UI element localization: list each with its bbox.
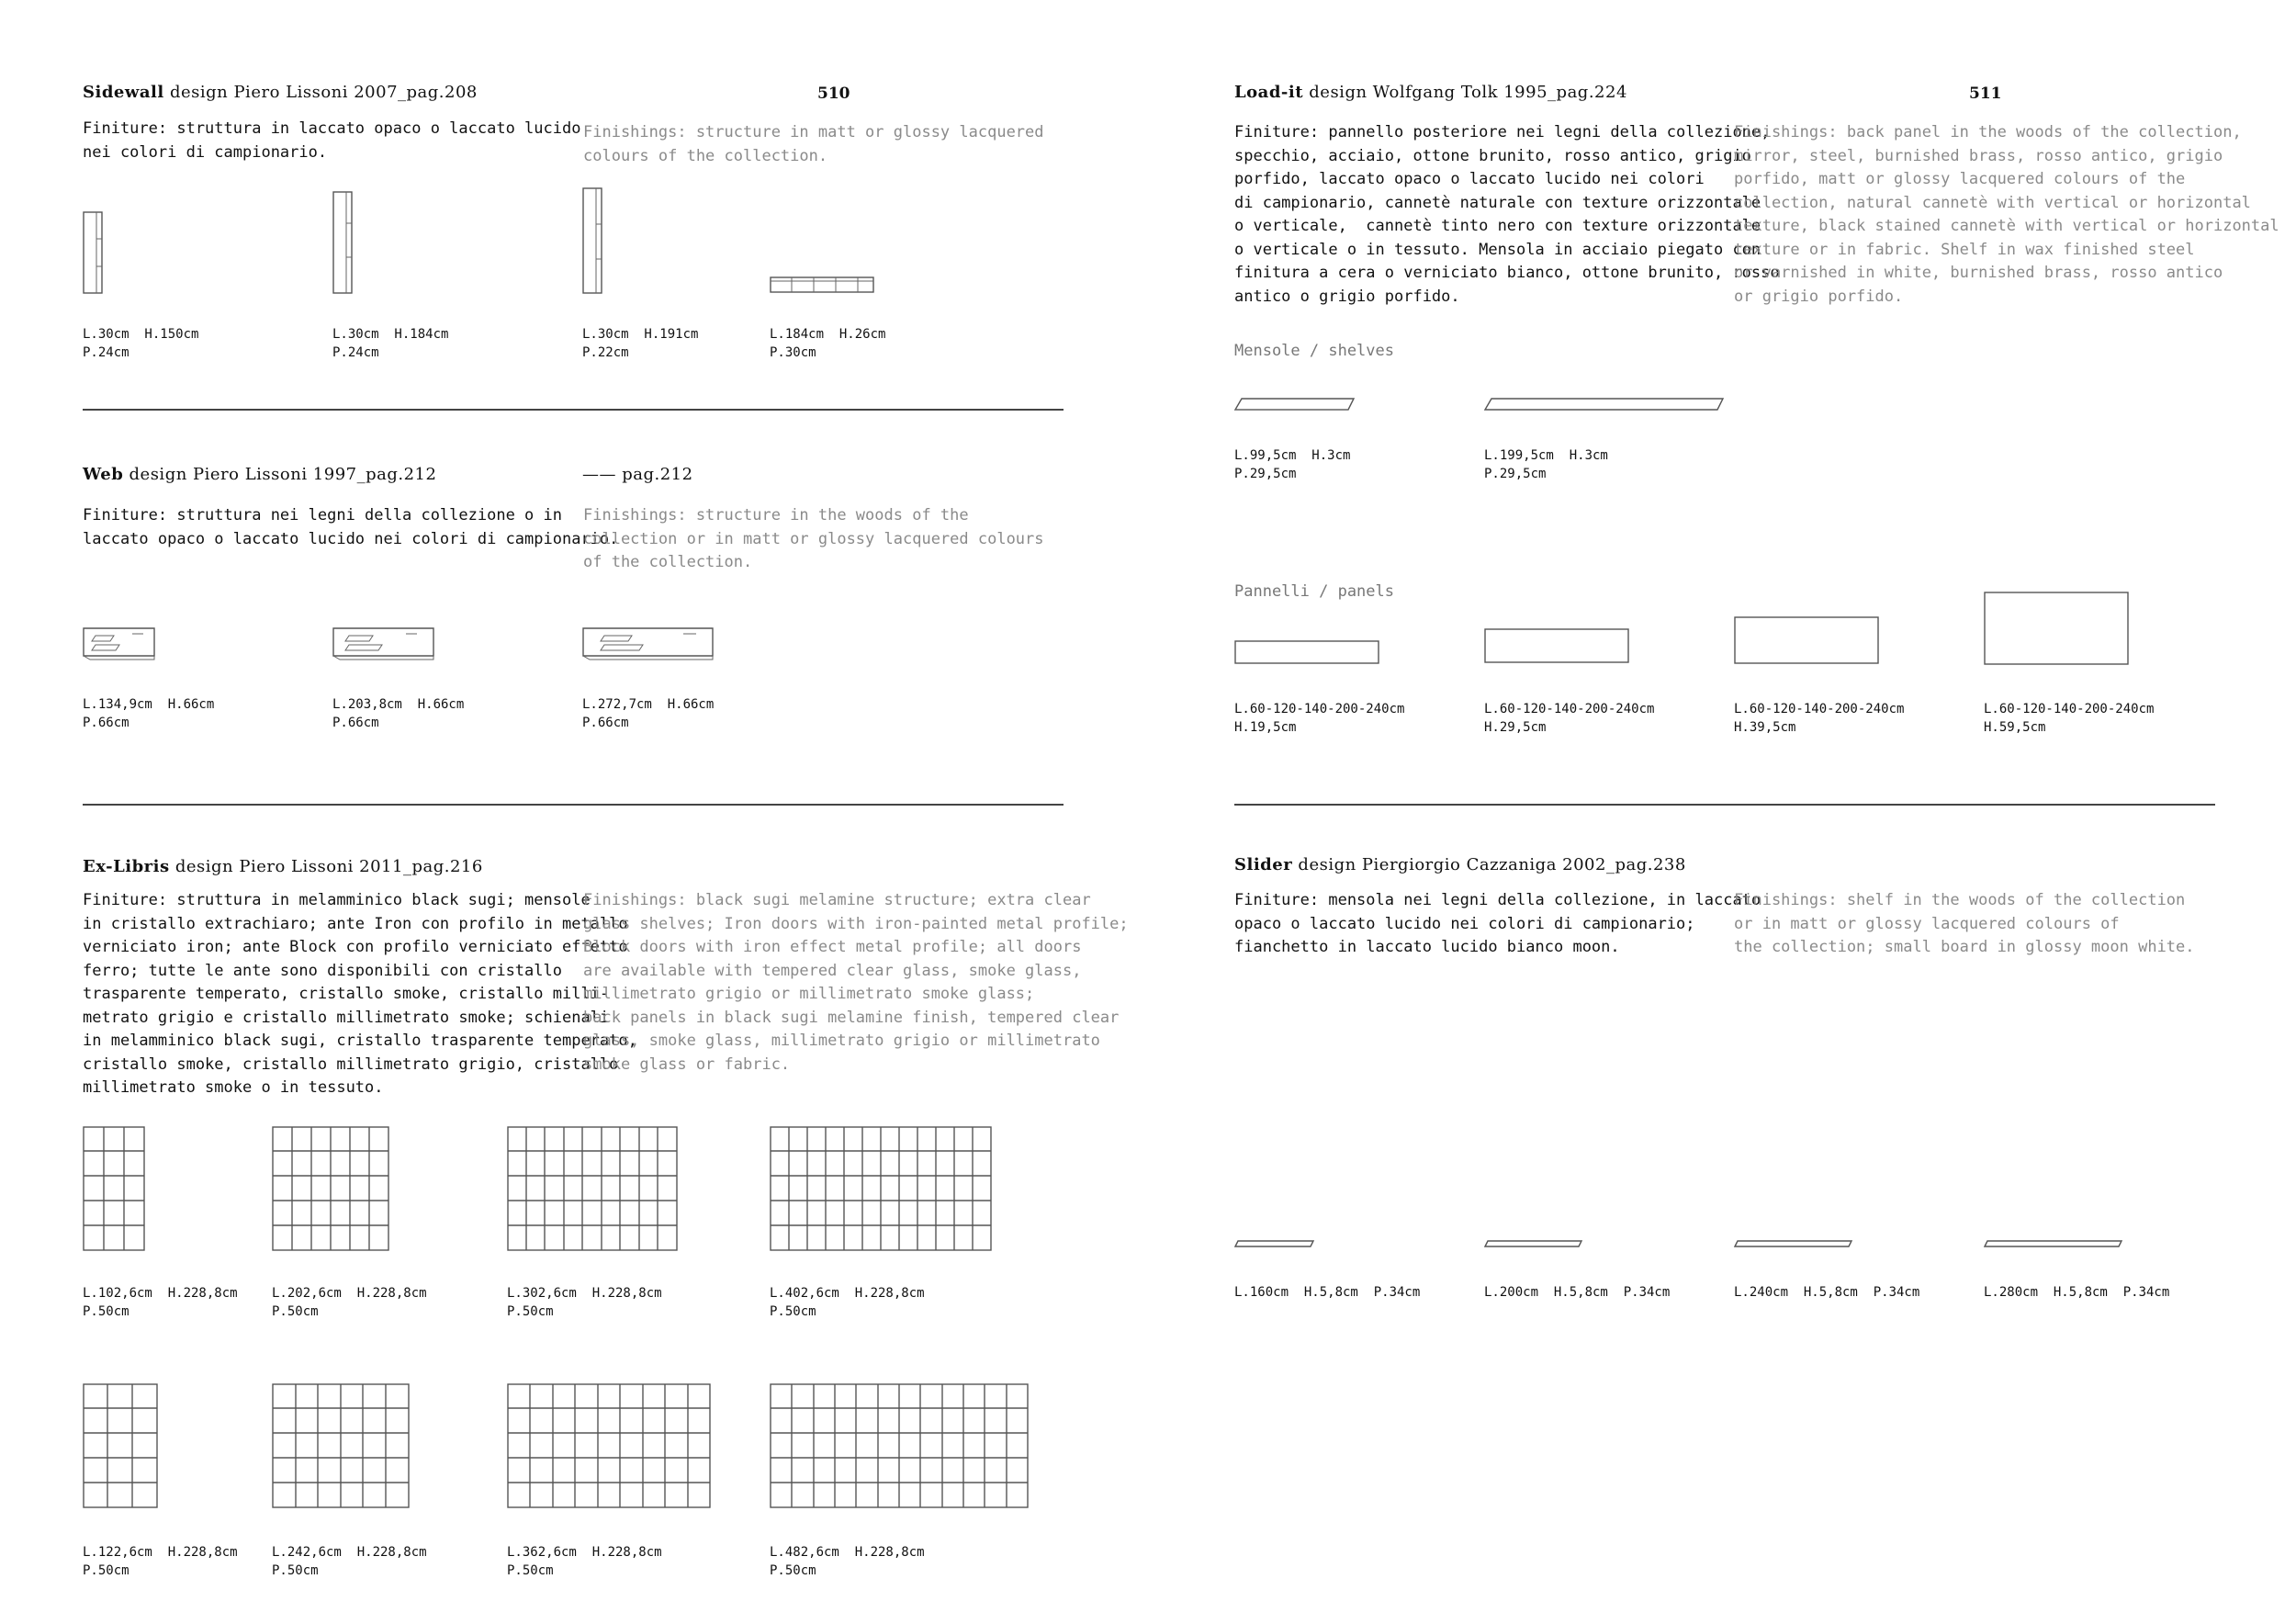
- slider-shelf-3: [1734, 1238, 1853, 1249]
- slider-name: Slider: [1234, 855, 1293, 874]
- exlibris-dims-2: L.202,6cm H.228,8cm P.50cm: [272, 1286, 427, 1319]
- slider-dims-1: L.160cm H.5,8cm P.34cm: [1234, 1285, 1421, 1300]
- sidewall-name: Sidewall: [83, 83, 164, 102]
- exlibris-bookcase-3: [507, 1126, 680, 1253]
- divider: [83, 804, 1064, 806]
- loadit-panel-dims-4: L.60-120-140-200-240cm H.59,5cm: [1984, 702, 2155, 735]
- web-finishes-en: Finishings: structure in the woods of the collection or in matt or glossy lacquered colours of the collection.: [583, 506, 1044, 571]
- loadit-shelf-1: [1234, 395, 1356, 413]
- web-design: design Piero Lissoni 1997_pag.212: [123, 465, 437, 484]
- sidewall-dims-2: L.30cm H.184cm P.24cm: [332, 327, 449, 360]
- sidewall-dims-4: L.184cm H.26cm P.30cm: [770, 327, 886, 360]
- exlibris-bookcase-4: [770, 1126, 994, 1253]
- loadit-panel-dims-1: L.60-120-140-200-240cm H.19,5cm: [1234, 702, 1405, 735]
- loadit-shelf-dims-2: L.199,5cm H.3cm P.29,5cm: [1484, 448, 1608, 481]
- slider-design: design Piergiorgio Cazzaniga 2002_pag.238: [1292, 855, 1686, 874]
- loadit-panels-label: Pannelli / panels: [1234, 582, 1394, 601]
- loadit-panel-dims-2: L.60-120-140-200-240cm H.29,5cm: [1484, 702, 1655, 735]
- loadit-design: design Wolfgang Tolk 1995_pag.224: [1303, 83, 1627, 102]
- sidewall-dims-1: L.30cm H.150cm P.24cm: [83, 327, 199, 360]
- loadit-finishes-en: Finishings: back panel in the woods of the collection, mirror, steel, burnished brass, rosso antico, grigio porfido, matt or glossy lacquered colours of the collection, natural cannetè with vertical or horizontal texture, black stained cannetè with vertical or horizontal texture or in fabric. Shelf in wax finished steel or varnished in white, burnished brass, rosso antico or grigio porfido.: [1734, 123, 2279, 306]
- loadit-shelves-label: Mensole / shelves: [1234, 342, 1394, 360]
- sidewall-finishes-it: Finiture: struttura in laccato opaco o laccato lucido nei colori di campionario.: [83, 119, 581, 162]
- loadit-panel-4: [1984, 592, 2131, 665]
- exlibris-design: design Piero Lissoni 2011_pag.216: [169, 857, 483, 876]
- sidewall-finishes-en: Finishings: structure in matt or glossy lacquered colours of the collection.: [583, 123, 1044, 165]
- sidewall-drawing-2: [332, 191, 355, 296]
- exlibris-finishes-en: Finishings: black sugi melamine structure; extra clear glass shelves; Iron doors with iron-painted metal profile; Block doors with iron effect metal profile; all doors are available with tempered clear glass, smoke glass, millimetrato grigio or millimetrato smoke glass; back panels in black sugi melamine finish, tempered clear glass, smoke glass, millimetrato grigio or millimetrato smoke glass or fabric.: [583, 891, 1129, 1074]
- slider-title: [1234, 855, 1686, 874]
- sidewall-design: design Piero Lissoni 2007_pag.208: [163, 83, 478, 102]
- web-dims-2: L.203,8cm H.66cm P.66cm: [332, 697, 465, 730]
- slider-dims-4: L.280cm H.5,8cm P.34cm: [1984, 1285, 2170, 1300]
- exlibris-dims-3: L.302,6cm H.228,8cm P.50cm: [507, 1286, 662, 1319]
- sidewall-drawing-1: [83, 211, 105, 296]
- web-title: [83, 465, 436, 484]
- exlibris-dims-5: L.122,6cm H.228,8cm P.50cm: [83, 1545, 238, 1578]
- loadit-name: Load-it: [1234, 83, 1304, 102]
- sidewall-title: [83, 83, 478, 102]
- web-name: Web: [83, 465, 124, 484]
- exlibris-dims-7: L.362,6cm H.228,8cm P.50cm: [507, 1545, 662, 1578]
- web-drawing-3: [582, 625, 715, 661]
- slider-dims-3: L.240cm H.5,8cm P.34cm: [1734, 1285, 1920, 1300]
- loadit-panel-1: [1234, 640, 1381, 664]
- exlibris-bookcase-1: [83, 1126, 149, 1253]
- exlibris-dims-4: L.402,6cm H.228,8cm P.50cm: [770, 1286, 925, 1319]
- exlibris-title: [83, 857, 483, 876]
- loadit-panel-3: [1734, 616, 1881, 664]
- slider-finishes-it: Finiture: mensola nei legni della collezione, in laccato opaco o laccato lucido nei colori di campionario; fianchetto in laccato lucido bianco moon.: [1234, 891, 1761, 956]
- exlibris-bookcase-2: [272, 1126, 393, 1253]
- exlibris-bookcase-5: [83, 1383, 162, 1510]
- slider-dims-2: L.200cm H.5,8cm P.34cm: [1484, 1285, 1671, 1300]
- slider-finishes-en: Finishings: shelf in the woods of the collection or in matt or glossy lacquered colours of the collection; small board in glossy moon white.: [1734, 891, 2195, 956]
- loadit-panel-2: [1484, 628, 1631, 665]
- page-number-left: 510: [817, 85, 850, 103]
- web-drawing-1: [83, 625, 156, 661]
- web-page-ref: —— pag.212: [582, 465, 693, 484]
- exlibris-bookcase-6: [272, 1383, 411, 1510]
- loadit-shelf-2: [1484, 395, 1725, 413]
- loadit-finishes-it: Finiture: pannello posteriore nei legni della collezione, specchio, acciaio, ottone brunito, rosso antico, grigio porfido, laccato opaco o laccato lucido nei colori di campionario, cannetè naturale con texture orizzontale o verticale, cannetè tinto nero con texture orizzontale o verticale o in tessuto. Mensola in acciaio piegato con finitura a cera o verniciato bianco, ottone brunito, rosso antico o grigio porfido.: [1234, 123, 1780, 306]
- loadit-shelf-dims-1: L.99,5cm H.3cm P.29,5cm: [1234, 448, 1351, 481]
- exlibris-dims-6: L.242,6cm H.228,8cm P.50cm: [272, 1545, 427, 1578]
- exlibris-name: Ex-Libris: [83, 857, 170, 876]
- sidewall-drawing-3: [582, 187, 608, 296]
- slider-shelf-1: [1234, 1238, 1315, 1249]
- divider: [83, 409, 1064, 411]
- web-dims-1: L.134,9cm H.66cm P.66cm: [83, 697, 215, 730]
- slider-shelf-2: [1484, 1238, 1583, 1249]
- sidewall-drawing-4: [770, 274, 878, 296]
- exlibris-dims-1: L.102,6cm H.228,8cm P.50cm: [83, 1286, 238, 1319]
- sidewall-dims-3: L.30cm H.191cm P.22cm: [582, 327, 699, 360]
- web-finishes-it: Finiture: struttura nei legni della collezione o in laccato opaco o laccato lucido nei colori di campionario.: [83, 506, 619, 548]
- exlibris-finishes-it: Finiture: struttura in melamminico black sugi; mensole in cristallo extrachiaro; ante Iron con profilo in metallo verniciato iron; ante Block con profilo verniciato effetto ferro; tutte le ante sono disponibili con cristallo trasparente temperato, cristallo smoke, cristallo milli- metrato grigio e cristallo millimetrato smoke; schienali in melamminico black sugi, cristallo trasparente temperato, cristallo smoke, cristallo millimetrato grigio, cristallo millimetrato smoke o in tessuto.: [83, 891, 637, 1097]
- exlibris-bookcase-8: [770, 1383, 1030, 1510]
- web-drawing-2: [332, 625, 435, 661]
- divider: [1234, 804, 2215, 806]
- loadit-title: [1234, 83, 1627, 102]
- slider-shelf-4: [1984, 1238, 2123, 1249]
- loadit-panel-dims-3: L.60-120-140-200-240cm H.39,5cm: [1734, 702, 1905, 735]
- exlibris-bookcase-7: [507, 1383, 713, 1510]
- exlibris-dims-8: L.482,6cm H.228,8cm P.50cm: [770, 1545, 925, 1578]
- web-dims-3: L.272,7cm H.66cm P.66cm: [582, 697, 715, 730]
- page-number-right: 511: [1969, 85, 2002, 103]
